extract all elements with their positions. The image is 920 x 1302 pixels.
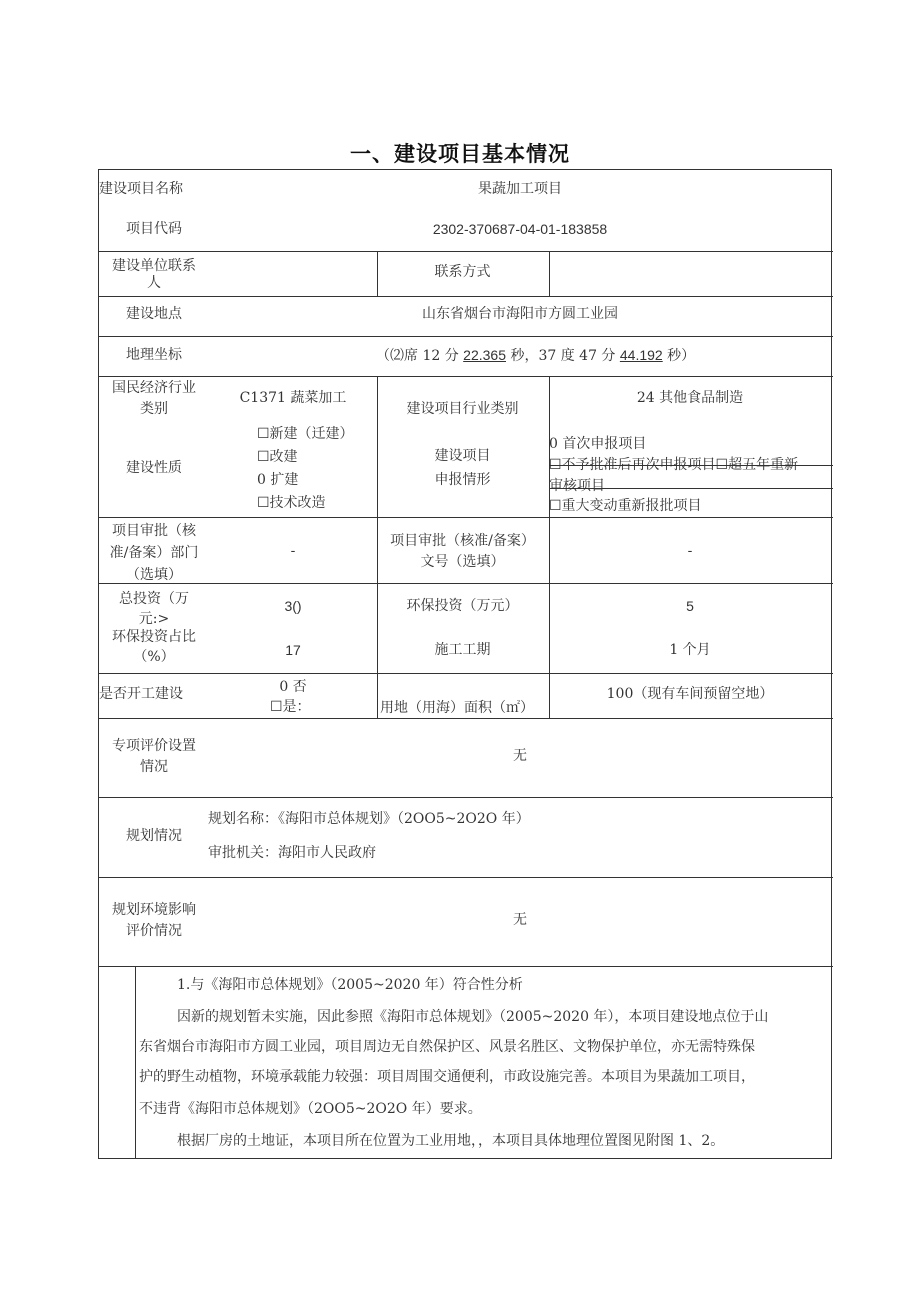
industry-label-cont: 类别 — [140, 401, 168, 417]
approval-dept-label-optional: （选填） — [126, 567, 182, 583]
page-title: 一、建设项目基本情况 — [350, 142, 570, 166]
project-industry-label: 建设项目行业类别 — [406, 401, 519, 417]
project-code-value: 2302-370687-04-01-183858 — [432, 221, 608, 237]
env-investment-label: 环保投资（万元） — [406, 598, 519, 614]
project-code-label: 项目代码 — [126, 221, 182, 237]
industry-label: 国民经济行业 — [112, 380, 196, 396]
approval-doc-label-cont: 文号（选填） — [420, 554, 505, 570]
planning-eia-label: 规划环境影响 — [112, 902, 196, 918]
col-divider — [549, 251, 550, 296]
planning-label: 规划情况 — [126, 828, 182, 844]
env-investment-value: 5 — [686, 598, 694, 614]
analysis-paragraph-line: 不违背《海阳市总体规划》（2OO5~2O2O 年）要求。 — [139, 1101, 482, 1117]
row-divider — [99, 877, 833, 878]
nature-option-new: ☐新建（迁建） — [257, 426, 354, 442]
row-divider — [99, 797, 833, 798]
coordinates-value: （⑵席 12 分 22.365 秒，37 度 47 分 44.192 秒） — [376, 347, 696, 364]
col-divider — [135, 966, 136, 1159]
planning-authority: 审批机关：海阳市人民政府 — [208, 845, 376, 861]
started-option-no: 0 否 — [279, 679, 307, 695]
approval-dept-label: 项目审批（核 — [112, 523, 196, 539]
special-eval-label: 专项评价设置 — [112, 738, 196, 754]
started-option-yes: ☐是： — [270, 699, 311, 715]
land-area-label: 用地（用海）面积（㎡） — [380, 700, 534, 716]
project-name-value: 果蔬加工项目 — [478, 181, 562, 197]
investment-label-cont: 元:> — [138, 611, 170, 627]
analysis-paragraph-line: 东省烟台市海阳市方圆工业园，项目周边无自然保护区、风景名胜区、文物保护单位，亦无需特殊保 — [139, 1039, 755, 1055]
row-divider — [99, 296, 833, 297]
analysis-paragraph-line: 因新的规划暂未实施，因此参照《海阳市总体规划》（2005~2020 年），本项目建设地点位于山 — [177, 1009, 769, 1025]
row-divider — [99, 336, 833, 337]
row-divider — [99, 673, 833, 674]
nature-option-expand: 0 扩建 — [257, 472, 299, 488]
location-value: 山东省烟台市海阳市方圆工业园 — [422, 306, 618, 322]
report-option-resubmit: ☐不予批准后再次申报项目☐超五年重新 — [549, 457, 799, 473]
project-industry-value: 24 其他食品制造 — [636, 390, 744, 406]
location-label: 建设地点 — [126, 306, 182, 322]
land-area-value: 100（现有车间预留空地） — [606, 686, 774, 702]
env-ratio-value: 17 — [285, 642, 301, 658]
project-name-label: 建设项目名称 — [99, 181, 183, 197]
report-option-first: 0 首次申报项目 — [549, 436, 647, 452]
row-divider — [99, 376, 833, 377]
analysis-heading: 1.与《海阳市总体规划》（2005~2020 年）符合性分析 — [177, 977, 523, 993]
report-label-cont: 申报情形 — [434, 472, 491, 488]
analysis-paragraph-line: 护的野生动植物，环境承载能力较强：项目周围交通便利，市政设施完善。本项目为果蔬加工项目， — [139, 1069, 755, 1085]
report-option-major-change: ☐重大变动重新报批项目 — [549, 498, 702, 514]
construction-period-value: 1 个月 — [669, 642, 711, 658]
contact-label: 建设单位联系 — [112, 258, 196, 274]
investment-label: 总投资（万 — [119, 591, 189, 607]
planning-eia-label-cont: 评价情况 — [126, 923, 182, 939]
row-divider — [99, 251, 833, 252]
nature-label: 建设性质 — [126, 460, 182, 476]
construction-period-label: 施工工期 — [434, 642, 491, 658]
row-divider — [99, 583, 833, 584]
approval-doc-label: 项目审批（核准/备案） — [390, 533, 535, 549]
approval-doc-value: - — [687, 543, 693, 559]
approval-dept-value: - — [290, 543, 296, 559]
env-ratio-label: 环保投资占比 — [112, 629, 196, 645]
nature-option-tech: ☐技术改造 — [257, 495, 326, 511]
contact-label-cont: 人 — [147, 275, 161, 291]
nature-option-rebuild: ☐改建 — [257, 449, 298, 465]
report-label: 建设项目 — [434, 448, 491, 464]
industry-value: C1371 蔬菜加工 — [239, 390, 347, 406]
row-divider — [99, 517, 833, 518]
planning-name: 规划名称：《海阳市总体规划》（2OO5~2O2O 年） — [208, 811, 530, 827]
started-label: 是否开工建设 — [99, 686, 183, 702]
env-ratio-label-cont: （%） — [133, 649, 175, 665]
special-eval-label-cont: 情况 — [140, 759, 168, 775]
special-eval-value: 无 — [513, 748, 527, 764]
investment-value: 3() — [284, 598, 302, 614]
approval-dept-label-cont: 准/备案）部门 — [109, 545, 199, 561]
planning-eia-value: 无 — [513, 912, 527, 928]
report-option-review: 审核项目 — [549, 478, 605, 494]
analysis-paragraph-2: 根据厂房的土地证，本项目所在位置为工业用地，，本项目具体地理位置图见附图 1、2。 — [177, 1133, 725, 1149]
coordinates-label: 地理坐标 — [126, 347, 182, 363]
row-divider — [99, 966, 833, 967]
contact-method-label: 联系方式 — [434, 264, 491, 280]
